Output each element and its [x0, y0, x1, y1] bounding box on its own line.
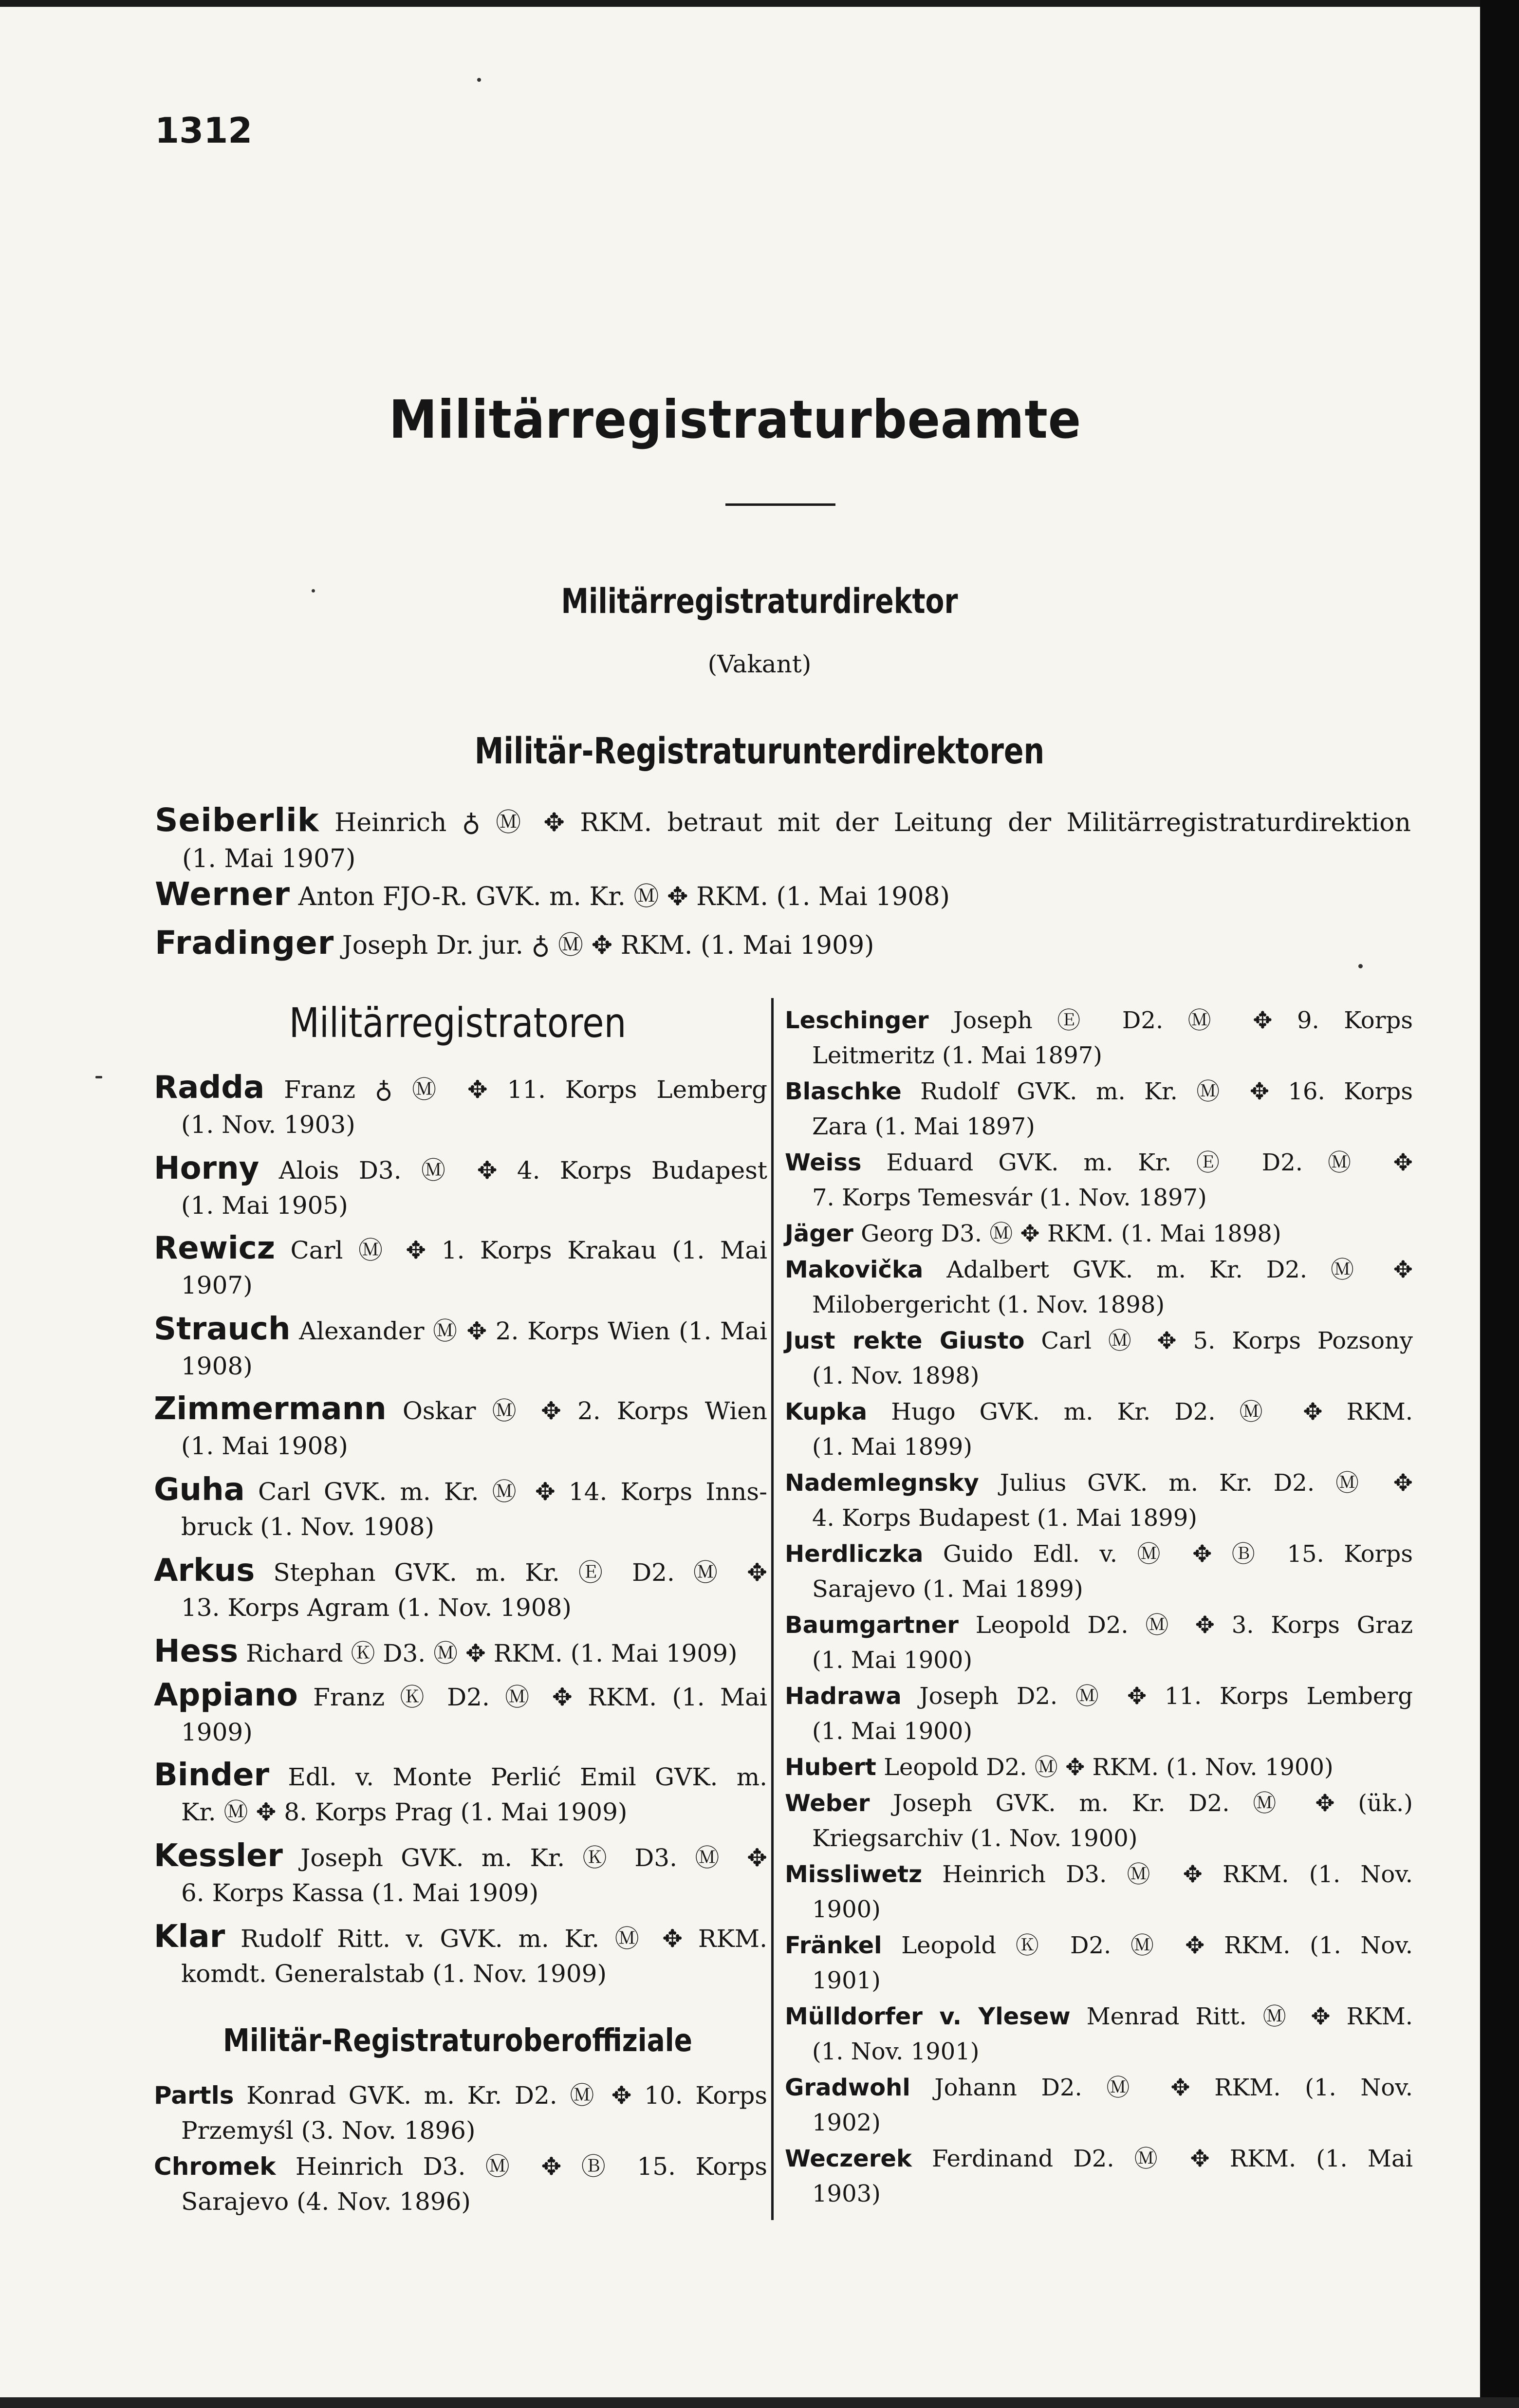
registrator-entry	[154, 1838, 767, 1910]
oberoffizial-entry	[785, 1003, 1413, 1073]
entry-name: Missliwetz	[785, 1861, 923, 1888]
entry-text: Johann D2. Ⓜ ✥ RKM. (1. Nov.	[934, 2074, 1413, 2101]
entry-text: Anton FJO-R. GVK. m. Kr. Ⓜ ✥ RKM. (1. Mai 1908)	[298, 882, 950, 911]
entry-name: Rewicz	[154, 1230, 275, 1266]
entry-name: Weber	[785, 1790, 870, 1817]
oberoffizial-entry	[785, 1679, 1413, 1749]
scan-edge-right	[1480, 0, 1519, 2408]
scan-edge-top	[0, 0, 1519, 7]
entry-name: Chromek	[154, 2152, 276, 2181]
scan-speck	[95, 1076, 102, 1078]
entry-text: Joseph Ⓔ D2. Ⓜ ✥ 9. Korps	[953, 1007, 1413, 1034]
entry-text: Georg D3. Ⓜ ✥ RKM. (1. Mai 1898)	[861, 1220, 1281, 1247]
entry-text: Kriegsarchiv (1. Nov. 1900)	[812, 1825, 1138, 1852]
entry-name: Mülldorfer v. Ylesew	[785, 2003, 1071, 2030]
entry-text: (1. Mai 1908)	[181, 1432, 348, 1460]
entry-text: 1907)	[181, 1271, 253, 1299]
registrator-entry	[154, 1070, 767, 1142]
oberoffizial-entry	[154, 2149, 767, 2219]
entry-name: Horny	[154, 1150, 259, 1186]
registrator-entry	[154, 1553, 767, 1625]
entry-text: 1901)	[812, 1967, 881, 1994]
entry-name: Appiano	[154, 1677, 298, 1713]
entry-text: 6. Korps Kassa (1. Mai 1909)	[181, 1879, 539, 1907]
registrator-entry	[154, 1312, 767, 1384]
oberoffizial-entry	[785, 1252, 1413, 1322]
entry-text: Leopold D2. Ⓜ ✥ RKM. (1. Nov. 1900)	[884, 1754, 1334, 1781]
subdirector-entry	[155, 802, 1411, 877]
entry-name: Makovička	[785, 1256, 924, 1283]
entry-name: Kessler	[154, 1838, 283, 1874]
entry-text: 1900)	[812, 1896, 881, 1923]
oberoffizial-entry	[785, 1394, 1413, 1464]
registrator-entry	[154, 1678, 767, 1750]
scan-edge-bottom	[0, 2397, 1519, 2408]
oberoffizial-entry	[785, 1928, 1413, 1998]
entry-name: Weiss	[785, 1149, 862, 1176]
entry-text: Kr. Ⓜ ✥ 8. Korps Prag (1. Mai 1909)	[181, 1798, 628, 1826]
oberoffizial-entry	[785, 1857, 1413, 1927]
entry-text: (1. Mai 1905)	[181, 1191, 348, 1220]
entry-name: Nademlegnsky	[785, 1469, 979, 1497]
oberoffizial-entry	[785, 1750, 1413, 1785]
registrator-entry	[154, 1634, 767, 1671]
oberoffizial-entry	[785, 1465, 1413, 1536]
entry-text: Adalbert GVK. m. Kr. D2. Ⓜ ✥	[946, 1256, 1413, 1283]
entry-text: (1. Nov. 1901)	[812, 2038, 980, 2065]
page-number: 1312	[155, 110, 253, 151]
vacant-note: (Vakant)	[707, 650, 812, 678]
entry-name: Strauch	[154, 1311, 291, 1347]
entry-text: Rudolf GVK. m. Kr. Ⓜ ✥ 16. Korps	[920, 1078, 1413, 1105]
entry-text: komdt. Generalstab (1. Nov. 1909)	[181, 1960, 607, 1988]
entry-text: Julius GVK. m. Kr. D2. Ⓜ ✥	[1000, 1469, 1413, 1497]
registrator-entry	[154, 1472, 767, 1544]
entry-name: Gradwohl	[785, 2074, 910, 2101]
oberoffizial-entry	[785, 2141, 1413, 2211]
entry-text: (1. Mai 1907)	[182, 844, 356, 873]
oberoffizial-entry	[785, 1608, 1413, 1678]
entry-text: Franz Ⓚ D2. Ⓜ ✥ RKM. (1. Mai	[313, 1683, 767, 1711]
entry-name: Kupka	[785, 1398, 868, 1426]
entry-name: Jäger	[785, 1220, 853, 1247]
entry-text: Leopold Ⓚ D2. Ⓜ ✥ RKM. (1. Nov.	[901, 1932, 1413, 1959]
entry-name: Binder	[154, 1757, 270, 1793]
entry-name: Blaschke	[785, 1078, 902, 1105]
entry-text: Richard Ⓚ D3. Ⓜ ✥ RKM. (1. Mai 1909)	[246, 1639, 738, 1667]
entry-text: Joseph GVK. m. Kr. Ⓚ D3. Ⓜ ✥	[300, 1844, 767, 1872]
entry-text: Carl Ⓜ ✥ 5. Korps Pozsony	[1041, 1327, 1413, 1354]
entry-text: (1. Mai 1900)	[812, 1647, 973, 1674]
entry-text: Alois D3. Ⓜ ✥ 4. Korps Budapest	[278, 1156, 767, 1185]
column-divider	[771, 998, 774, 2220]
entry-name: Fränkel	[785, 1932, 882, 1959]
entry-name: Zimmermann	[154, 1391, 387, 1427]
entry-text: 13. Korps Agram (1. Nov. 1908)	[181, 1593, 572, 1622]
oberoffizial-entry	[785, 1145, 1413, 1215]
entry-name: Weczerek	[785, 2145, 912, 2172]
registrator-entry	[154, 1231, 767, 1303]
entry-name: Radda	[154, 1070, 265, 1106]
registrator-entry	[154, 1151, 767, 1223]
entry-text: Leopold D2. Ⓜ ✥ 3. Korps Graz	[975, 1612, 1413, 1639]
entry-text: Franz ♁ Ⓜ ✥ 11. Korps Lemberg	[284, 1075, 767, 1104]
entry-text: Sarajevo (4. Nov. 1896)	[181, 2187, 471, 2216]
entry-name: Hadrawa	[785, 1683, 902, 1710]
entry-name: Hubert	[785, 1754, 876, 1781]
entry-text: Carl Ⓜ ✥ 1. Korps Krakau (1. Mai	[290, 1236, 767, 1264]
entry-text: (1. Nov. 1898)	[812, 1362, 980, 1389]
entry-text: Stephan GVK. m. Kr. Ⓔ D2. Ⓜ ✥	[273, 1558, 767, 1587]
entry-text: Carl GVK. m. Kr. Ⓜ ✥ 14. Korps Inns-	[258, 1478, 767, 1506]
registrators-heading: Militärregistratoren	[289, 999, 627, 1047]
entry-text: Heinrich ♁ Ⓜ ✥ RKM. betraut mit der Leitung der Militärregistraturdirektion	[334, 808, 1411, 837]
entry-text: bruck (1. Nov. 1908)	[181, 1513, 435, 1541]
oberoffizial-entry	[785, 1323, 1413, 1393]
entry-name: Seiberlik	[155, 801, 319, 839]
entry-name: Baumgartner	[785, 1612, 959, 1639]
entry-text: Sarajevo (1. Mai 1899)	[812, 1575, 1083, 1603]
registrator-entry	[154, 1758, 767, 1830]
entry-text: 1908)	[181, 1352, 253, 1380]
oberoffizial-entry	[154, 2078, 767, 2148]
entry-text: 1909)	[181, 1718, 253, 1746]
entry-text: Joseph D2. Ⓜ ✥ 11. Korps Lemberg	[919, 1683, 1413, 1710]
entry-text: Heinrich D3. Ⓜ ✥ Ⓑ 15. Korps	[295, 2152, 767, 2181]
subdirector-entry	[155, 876, 1411, 915]
oberoffizial-entry	[785, 1537, 1413, 1607]
subdirectors-heading: Militär-Registraturunterdirektoren	[474, 730, 1045, 772]
entry-text: (1. Mai 1899)	[812, 1433, 973, 1461]
scan-speck	[477, 78, 481, 82]
entry-text: 1902)	[812, 2109, 881, 2136]
entry-text: Eduard GVK. m. Kr. Ⓔ D2. Ⓜ ✥	[886, 1149, 1413, 1176]
oberoffizial-entry	[785, 1216, 1413, 1251]
oberoffizial-entry	[785, 2070, 1413, 2140]
entry-text: Menrad Ritt. Ⓜ ✥ RKM.	[1086, 2003, 1413, 2030]
entry-text: Hugo GVK. m. Kr. D2. Ⓜ ✥ RKM.	[891, 1398, 1413, 1426]
entry-name: Klar	[154, 1919, 225, 1955]
oberoffizial-entry	[785, 1074, 1413, 1144]
entry-text: Guido Edl. v. Ⓜ ✥ Ⓑ 15. Korps	[943, 1540, 1413, 1568]
registrator-entry	[154, 1391, 767, 1463]
entry-text: Alexander Ⓜ ✥ 2. Korps Wien (1. Mai	[299, 1317, 767, 1345]
oberoffizial-entry	[785, 1999, 1413, 2069]
director-heading: Militärregistraturdirektor	[561, 581, 958, 621]
entry-text: Rudolf Ritt. v. GVK. m. Kr. Ⓜ ✥ RKM.	[240, 1925, 767, 1953]
entry-text: Konrad GVK. m. Kr. D2. Ⓜ ✥ 10. Korps	[246, 2081, 767, 2110]
entry-text: Zara (1. Mai 1897)	[812, 1113, 1035, 1140]
entry-text: Oskar Ⓜ ✥ 2. Korps Wien	[402, 1397, 767, 1425]
entry-text: Milobergericht (1. Nov. 1898)	[812, 1291, 1165, 1318]
entry-name: Guha	[154, 1472, 245, 1508]
entry-text: 4. Korps Budapest (1. Mai 1899)	[812, 1504, 1197, 1532]
entry-text: Joseph GVK. m. Kr. D2. Ⓜ ✥ (ük.)	[893, 1790, 1413, 1817]
entry-text: Ferdinand D2. Ⓜ ✥ RKM. (1. Mai	[931, 2145, 1413, 2172]
entry-text: Heinrich D3. Ⓜ ✥ RKM. (1. Nov.	[942, 1861, 1413, 1888]
entry-name: Fradinger	[155, 924, 334, 962]
entry-text: (1. Mai 1900)	[812, 1718, 973, 1745]
oberoffizial-entry	[785, 1786, 1413, 1856]
entry-name: Herdliczka	[785, 1540, 924, 1568]
entry-name: Just rekte Giusto	[785, 1327, 1025, 1354]
page-title: Militärregistraturbeamte	[389, 389, 1082, 450]
scan-speck	[1358, 964, 1363, 968]
entry-name: Leschinger	[785, 1007, 929, 1034]
title-divider	[725, 503, 835, 506]
entry-text: Edl. v. Monte Perlić Emil GVK. m.	[288, 1763, 767, 1791]
entry-name: Partls	[154, 2081, 234, 2110]
entry-text: 7. Korps Temesvár (1. Nov. 1897)	[812, 1184, 1207, 1211]
entry-text: 1903)	[812, 2180, 881, 2207]
entry-text: Leitmeritz (1. Mai 1897)	[812, 1042, 1103, 1069]
subdirector-entry	[155, 925, 1411, 963]
entry-name: Arkus	[154, 1553, 255, 1589]
entry-name: Hess	[154, 1633, 239, 1669]
entry-name: Werner	[155, 875, 291, 913]
entry-text: Przemyśl (3. Nov. 1896)	[181, 2116, 476, 2145]
entry-text: (1. Nov. 1903)	[181, 1111, 355, 1139]
registrator-entry	[154, 1919, 767, 1991]
oberoffiziale-heading: Militär-Registraturoberoffiziale	[223, 2023, 692, 2059]
entry-text: Joseph Dr. jur. ♁ Ⓜ ✥ RKM. (1. Mai 1909)	[342, 931, 874, 960]
